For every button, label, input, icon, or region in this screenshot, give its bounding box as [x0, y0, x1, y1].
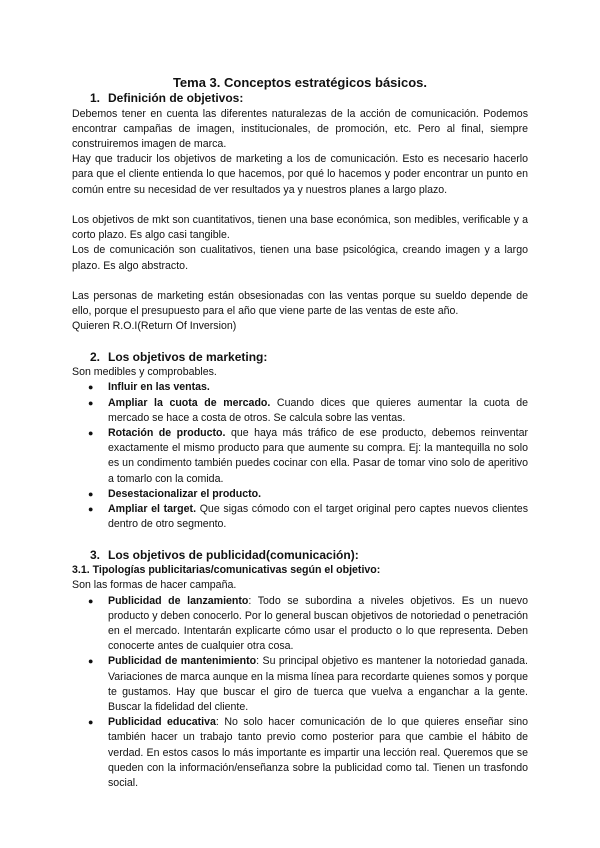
- paragraph: Los objetivos de mkt son cuantitativos, tienen una base económica, son medibles, verificable y a corto plazo. Es algo casi tangible.: [72, 213, 528, 242]
- paragraph: Son medibles y comprobables.: [72, 366, 217, 379]
- bullet-icon: ●: [88, 382, 94, 393]
- advertising-types-list: [72, 594, 528, 792]
- list-item: ● Ampliar el target. Que sigas cómodo con el target original pero captes nuevos clientes dentro de otro segmento.: [88, 503, 528, 531]
- bullet-icon: ●: [88, 397, 94, 408]
- list-item: ● Publicidad educativa: No solo hacer comunicación de lo que quieres enseñar sino también hacer un trabajo tanto previo como posterior para que cambie el hábito de verdad. En estos casos lo más importante es impartir una lección real. Queremos que se queden con la información/enseñanza sobre la publicidad como tal. Tienen un trasfondo social.: [88, 716, 528, 789]
- section-2-number: 2.: [90, 349, 101, 364]
- bullet-icon: ●: [88, 504, 94, 515]
- section-2-heading: 2. Los objetivos de marketing:: [90, 349, 268, 364]
- list-item: ● Publicidad de mantenimiento: Su principal objetivo es mantener la notoriedad ganada. Variaciones de marca aunque en la misma línea para recordarte quienes somos y porque te gustamos. Hay que buscar el giro de tuerca que vuelva a enganchar a la gente. Buscar la fidelidad del cliente.: [88, 655, 529, 713]
- list-item: ● Ampliar la cuota de mercado. Cuando dices que quieres aumentar la cuota de mercado se hace a costa de otros. Se calcula sobre las ventas.: [88, 396, 528, 424]
- section-3-heading: 3. Los objetivos de publicidad(comunicación):: [90, 547, 359, 562]
- list-item: ● Publicidad de lanzamiento: Todo se subordina a niveles objetivos. Es un nuevo producto y deben conocerlo. Por lo general buscan objetivos de notoriedad o penetración en el mercado. Intentarán explicarte cómo usar el producto o lo que representa. Deben conocerte antes de cualquier otra cosa.: [88, 594, 528, 653]
- section-1-heading: 1. Definición de objetivos:: [90, 91, 244, 105]
- bullet-icon: ●: [88, 717, 94, 728]
- paragraph: Los de comunicación son cualitativos, tienen una base psicológica, creando imagen y a largo plazo. Es algo abstracto.: [72, 244, 528, 272]
- paragraph: Hay que traducir los objetivos de marketing a los de comunicación. Esto es necesario hacerlo para que el cliente entienda lo que hacemos, por qué lo hacemos y poder encontrar un punto en común entre su necesidad de ver resultados ya y nuestros planes a largo plazo.: [72, 153, 528, 196]
- list-item: ● Rotación de producto. que haya más tráfico de ese producto, debemos reinventar exactamente el mismo producto para que aumente su compra. Ej: la mantequilla no solo es un condimento también puedes cocinar con ella. Pasar de tomar vino solo de aperitivo a tomarlo con la comida.: [88, 427, 528, 485]
- list-item: ● Influir en las ventas.: [72, 380, 528, 395]
- paragraph: Debemos tener en cuenta las diferentes naturalezas de la acción de comunicación. Podemos encontrar campañas de imagen, institucionales, de promoción, etc. Pero al final, siempre construiremos imagen de marca.: [72, 107, 528, 150]
- bullet-icon: ●: [88, 595, 94, 606]
- list-item: ● Desestacionalizar el producto.: [72, 487, 528, 502]
- marketing-objectives-list: [72, 380, 528, 532]
- paragraph: Quieren R.O.I(Return Of Inversion): [72, 320, 237, 333]
- subsection-heading: 3.1. Tipologías publicitarias/comunicativas según el objetivo:: [72, 564, 381, 577]
- bullet-icon: ●: [88, 488, 94, 499]
- section-1-number: 1.: [90, 91, 101, 105]
- section-3-number: 3.: [90, 547, 101, 562]
- bullet-icon: ●: [88, 428, 94, 439]
- paragraph: Las personas de marketing están obsesionadas con las ventas porque su sueldo depende de ello, porque el presupuesto para el año que viene parte de las ventas de este año.: [72, 289, 528, 318]
- bullet-icon: ●: [88, 656, 94, 667]
- paragraph: Son las formas de hacer campaña.: [72, 579, 237, 592]
- document-title: Tema 3. Conceptos estratégicos básicos.: [172, 75, 428, 90]
